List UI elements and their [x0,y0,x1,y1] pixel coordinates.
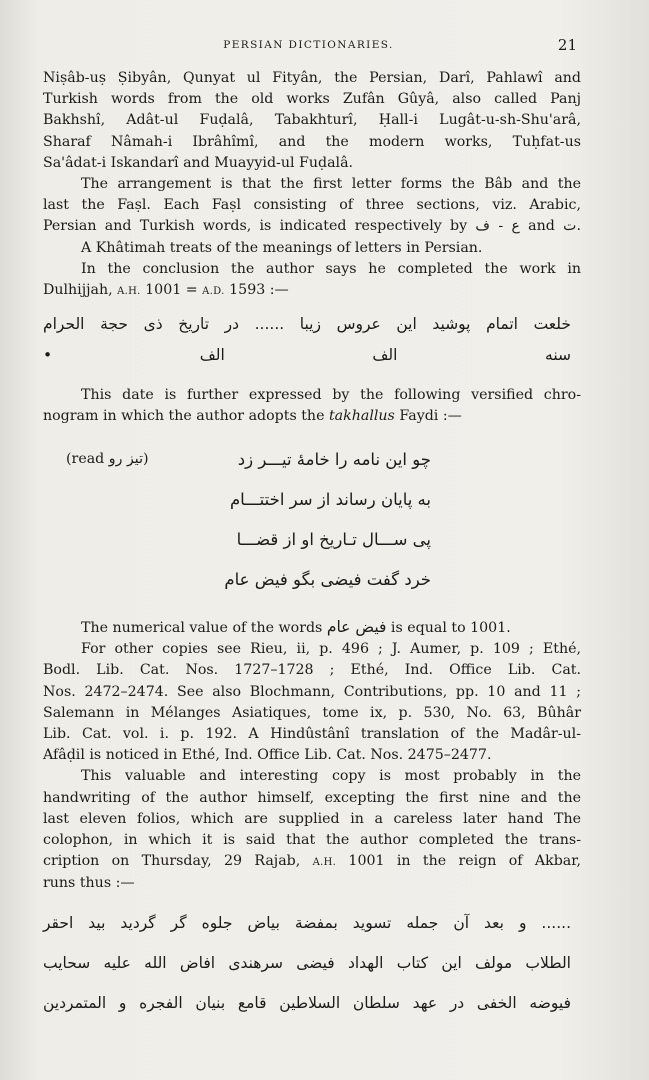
persian-line: فیوضه الخفی در عهد سلطان السلاطین قامع بنیان الفجره و المتمردین [43,993,571,1012]
text-line: last the Faṣl. Each Faṣl consisting of three sections, viz. Arabic, [43,197,581,214]
italic-term: takhallus [328,407,395,424]
text-line: The arrangement is that the first letter forms the Bâb and the [81,176,581,193]
text-line: This date is further expressed by the following versified chro- [81,386,581,403]
persian-verse: پی ســـال تـاریخ او از قضـــا [236,530,431,550]
text-segment: 1001 = [140,282,203,299]
text-line: A Khâtimah treats of the meanings of letters in Persian. [81,239,483,256]
text-line: Lib. Cat. vol. i. p. 192. A Hindûstânî translation of the Madâr-ul- [43,726,581,743]
text-line: This valuable and interesting copy is most probably in the [81,768,581,785]
text-line: colophon, in which it is said that the author completed the trans- [43,832,581,849]
persian-verse: خرد گفت فیضی بگو فیض عام [224,570,431,590]
persian-verses [43,443,581,603]
verse-line [43,523,581,563]
text-line: handwriting of the author himself, excepting the first nine and the [43,789,581,806]
verse-note: (read تیز رو) [66,451,149,468]
persian-line: الطلاب مولف این کتاب الهداد فیضی سرهندی افاض الله علیه سحایب [43,953,571,972]
paragraph-conclusion [43,259,581,302]
paragraph-copy-description [43,766,581,894]
text-line [43,617,581,639]
paragraph-khatimah [43,238,581,259]
text-segment: is equal to 1001. [386,620,511,637]
persian-phrase: فیض عام [326,618,387,637]
text-line: Salemann in Mélanges Asiatiques, tome ix, p. 530, No. 63, Bûhâr [43,704,581,721]
verse-line [43,563,581,603]
text-line: runs thus :— [43,875,135,892]
text-segment: cription on Thursday, 29 Rajab, [43,853,313,870]
text-line: last eleven folios, which are supplied in a careless later hand The [43,810,581,827]
persian-line: ...... و بعد آن جمله تسوید بمفضة بیاض جلوه گر گردید بید احقر [43,913,571,932]
text-segment: Dulhijjah, [43,282,118,299]
text-line: Afâḍil is noticed in Ethé, Ind. Office Lib. Cat. Nos. 2475–2477. [43,747,492,764]
text-segment: The numerical value of the words [81,620,327,637]
text-line: Turkish words from the old works Zufân Gûyâ, also called Panj [43,91,581,108]
persian-verse: چو این نامه را خامهٔ تیـــر زد [237,450,431,470]
paragraph-chronogram [43,385,581,427]
era-abbreviation: A.H. [312,857,337,869]
text-line: For other copies see Rieu, ii, p. 496 ; J. Aumer, p. 109 ; Ethé, [81,641,581,658]
persian-line: خلعت اتمام پوشید این عروس زیبا ...... در تاریخ ذی حجة الحرام [43,315,571,334]
running-title: PERSIAN DICTIONARIES. [223,39,394,51]
text-segment: Faydi :— [394,407,462,424]
page-header [40,36,577,56]
text-segment: 1593 :— [224,282,289,299]
persian-line: سنه الف الف • [43,346,571,365]
text-segment: 1001 in the reign of Akbar, [336,853,581,870]
persian-verse: به پایان رساند از سر اختتـــام [229,490,431,510]
page-number: 21 [557,36,577,54]
era-abbreviation: A.D. [202,286,225,298]
paragraph-numerical-value [43,617,581,639]
text-line [43,406,581,427]
text-line: Sharaf Nâmah-i Ibrâhîmî, and the modern works, Tuḥfat-us [43,133,581,150]
text-segment: nogram in which the author adopts the [43,407,329,424]
text-line: In the conclusion the author says he completed the work in [81,260,581,277]
persian-quote-date [43,314,581,366]
paragraph-other-copies [43,639,581,766]
text-line [43,280,581,302]
text-line [43,851,581,873]
spacer [43,367,581,385]
verse-line [43,443,581,483]
text-line: Sa'âdat-i Iskandarî and Muayyid-ul Fuḍalâ. [43,154,354,171]
paragraph-works-list [43,68,581,174]
text-line: Nos. 2472–2474. See also Blochmann, Contributions, pp. 10 and 11 ; [43,683,581,700]
text-line: Bakhshî, Adât-ul Fuḍalâ, Tabakhturî, Ḥall-i Lugât-u-sh-Shu'arâ, [43,112,581,129]
body-text [43,68,581,1025]
era-abbreviation: A.H. [117,286,141,298]
paragraph-arrangement [43,174,581,238]
text-line: Persian and Turkish words, is indicated respectively by ع - ف and ت. [43,218,581,235]
text-line: Niṣâb-uṣ Ṣibyân, Qunyat ul Fityân, the Persian, Darî, Pahlawî and [43,70,581,86]
verse-line [43,483,581,523]
persian-quote-colophon [43,905,581,1025]
text-line: Bodl. Lib. Cat. Nos. 1727–1728 ; Ethé, Ind. Office Lib. Cat. [43,662,581,679]
